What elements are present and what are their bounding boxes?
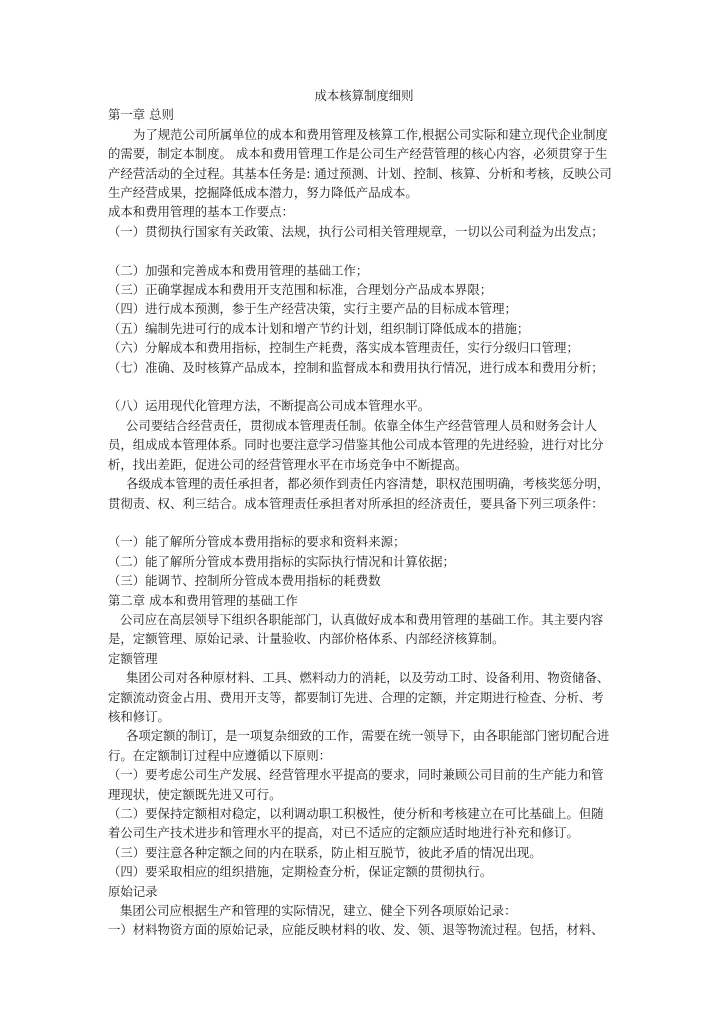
quota-principle-4: （四）要采取相应的组织措施，定期检查分析，保证定额的贯彻执行。 xyxy=(108,864,493,880)
blank-line xyxy=(108,377,612,396)
condition-1: （一）能了解所分管成本费用指标的要求和资料来源； xyxy=(108,534,406,550)
quota-principle-2: （二）要保持定额相对稳定，以利调动职工积极性，使分析和考核建立在可比基础上。但随着公司生产技术进步和管理水平的提高，对已不适应的定额应适时地进行补充和修订。 xyxy=(108,805,604,841)
quota-paragraph-1: 集团公司对各种原材料、工具、燃料动力的消耗，以及劳动工时、设备利用、物资储备、定额流动资金占用、费用开支等，都要制订先进、合理的定额，并定期进行检查、分析、考核和修订。 xyxy=(108,670,610,724)
quota-principle-1: （一）要考虑公司生产发展、经营管理水平提高的要求，同时兼顾公司目前的生产能力和管理现状，使定额既先进又可行。 xyxy=(108,767,604,802)
chapter-2-intro-paragraph: 公司应在高层领导下组织各职能部门，认真做好成本和费用管理的基础工作。其主要内容是，定额管理、原始记录、计量验收、内部价格体系、内部经济核算制。 xyxy=(108,611,604,647)
chapter-1-intro-paragraph: 为了规范公司所属单位的成本和费用管理及核算工作,根据公司实际和建立现代企业制度的需要，制定本制度。 成本和费用管理工作是公司生产经营管理的核心内容，必须贯穿于生产经营活动的全过程。其基本任务是: 通过预测、计划、控制、核算、分析和考核，反映公司生产经营成果，挖掘降低成本潜力，努力降低产品成本。 xyxy=(108,126,612,201)
work-point-3: （三）正确掌握成本和费用开支范围和标准，合理划分产品成本界限； xyxy=(108,282,493,298)
condition-3: （三）能调节、控制所分管成本费用指标的耗费数 xyxy=(108,573,381,589)
condition-2: （二）能了解所分管成本费用指标的实际执行情况和计算依据； xyxy=(108,553,455,569)
quota-paragraph-2: 各项定额的制订，是一项复杂细致的工作，需要在统一领导下，由各职能部门密切配合进行。在定额制订过程中应遵循以下原则： xyxy=(108,728,610,763)
chapter-2-heading: 第二章 成本和费用管理的基础工作 xyxy=(108,592,298,608)
document-title: 成本核算制度细则 xyxy=(314,88,414,103)
work-point-4: （四）进行成本预测，参于生产经营决策，实行主要产品的目标成本管理； xyxy=(108,301,517,317)
original-records-heading: 原始记录 xyxy=(108,883,158,899)
work-point-6: （六）分解成本和费用指标，控制生产耗费，落实成本管理责任，实行分级归口管理； xyxy=(108,340,579,356)
work-points-heading: 成本和费用管理的基本工作要点： xyxy=(108,204,294,220)
blank-line xyxy=(108,241,612,260)
responsibility-paragraph: 公司要结合经营责任，贯彻成本管理责任制。依靠全体生产经营管理人员和财务会计人员，组成成本管理体系。同时也要注意学习借鉴其他公司成本管理的先进经验，进行对比分析，找出差距，促进公司的经营管理水平在市场竞争中不断提高。 xyxy=(108,417,604,472)
document-page xyxy=(108,86,612,940)
responsibility-conditions-paragraph: 各级成本管理的责任承担者，都必须作到责任内容清楚，职权范围明确，考核奖惩分明，贯彻责、权、利三结合。成本管理责任承担者对所承担的经济责任，要具备下列三项条件： xyxy=(108,476,610,511)
quota-principle-3: （三）要注意各种定额之间的内在联系，防止相互脱节，彼此矛盾的情况出现。 xyxy=(108,844,542,860)
blank-line xyxy=(108,513,612,532)
work-point-5: （五）编制先进可行的成本计划和增产节约计划，组织制订降低成本的措施； xyxy=(108,320,530,336)
original-records-paragraph: 集团公司应根据生产和管理的实际情况，建立、健全下列各项原始记录： xyxy=(120,903,517,919)
quota-management-heading: 定额管理 xyxy=(108,650,158,666)
chapter-1-heading: 第一章 总则 xyxy=(108,107,174,123)
work-point-1: （一）贯彻执行国家有关政策、法规，执行公司相关管理规章，一切以公司利益为出发点； xyxy=(108,223,604,239)
work-point-2: （二）加强和完善成本和费用管理的基础工作； xyxy=(108,262,369,278)
work-point-8: （八）运用现代化管理方法，不断提高公司成本管理水平。 xyxy=(108,398,431,414)
original-records-item-1: 一）材料物资方面的原始记录，应能反映材料的收、发、领、退等物流过程。包括，材料、 xyxy=(108,922,604,938)
work-point-7: （七）准确、及时核算产品成本，控制和监督成本和费用执行情况，进行成本和费用分析； xyxy=(108,359,604,375)
